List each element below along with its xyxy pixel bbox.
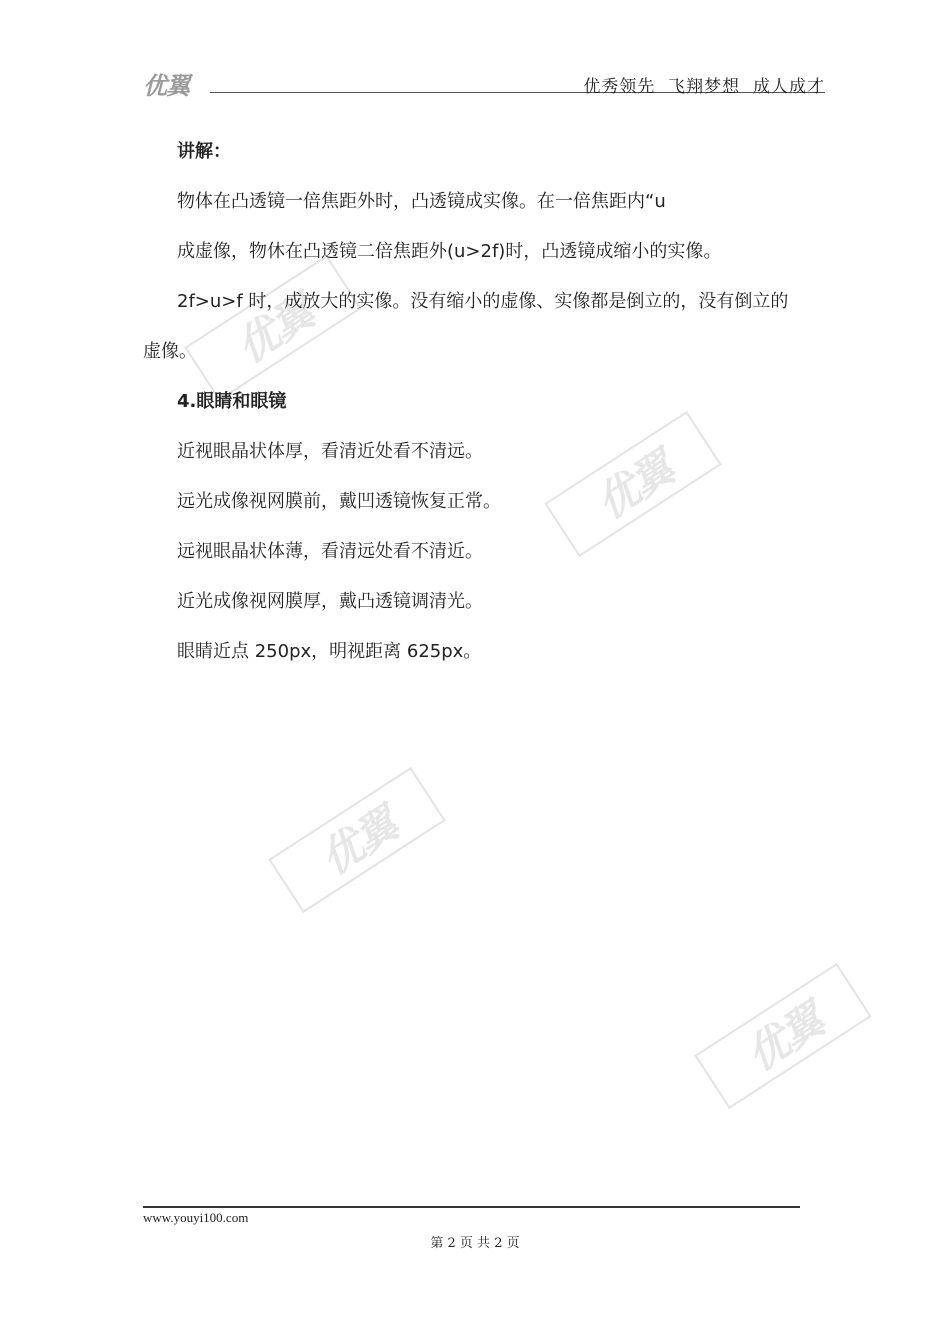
watermark-text: 优翼 — [737, 995, 832, 1081]
watermark-text: 优翼 — [587, 443, 682, 529]
watermark-text: 优翼 — [227, 287, 322, 373]
paragraph-line: 眼睛近点 250px，明视距离 625px。 — [177, 641, 482, 662]
watermark-stamp — [694, 963, 871, 1109]
watermark-stamp — [184, 255, 361, 401]
footer-divider — [143, 1206, 800, 1208]
paragraph-line: 近光成像视网膜厚，戴凸透镜调清光。 — [177, 591, 483, 612]
paragraph-line: 虚像。 — [143, 341, 197, 362]
footer-url: www.youyi100.com — [143, 1210, 249, 1225]
paragraph-line: 远视眼晶状体薄，看清远处看不清近。 — [177, 541, 483, 562]
paragraph-line: 物体在凸透镜一倍焦距外时，凸透镜成实像。在一倍焦距内“u — [177, 191, 666, 212]
logo: 优翼 — [143, 72, 189, 100]
watermark-stamp — [268, 767, 445, 913]
paragraph-line: 2f>u>f 时，成放大的实像。没有缩小的虚像、实像都是倒立的，没有倒立的 — [177, 291, 789, 312]
watermark-text: 优翼 — [311, 799, 406, 885]
header-slogan: 优秀领先 飞翔梦想 成人成才 — [583, 77, 825, 97]
paragraph-line: 远光成像视网膜前，戴凹透镜恢复正常。 — [177, 491, 501, 512]
paragraph-line: 成虚像，物休在凸透镜二倍焦距外(u>2f)时，凸透镜成缩小的实像。 — [177, 241, 722, 262]
watermark-stamp — [544, 411, 721, 557]
section-label: 讲解： — [177, 141, 231, 162]
paragraph-line: 近视眼晶状体厚，看清近处看不清远。 — [177, 441, 483, 462]
section-heading: 4.眼睛和眼镜 — [177, 391, 287, 412]
page-header — [0, 0, 950, 100]
page-number: 第 2 页 共 2 页 — [430, 1236, 520, 1251]
